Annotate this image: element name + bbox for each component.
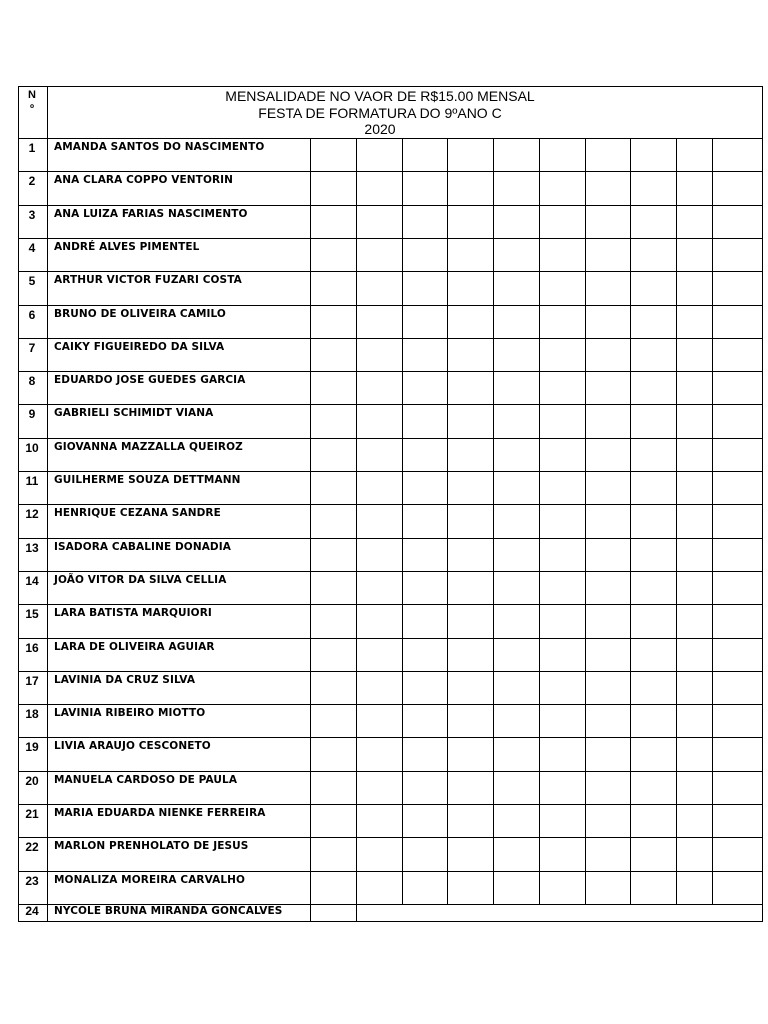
- student-name: LAVINIA RIBEIRO MIOTTO: [54, 707, 206, 719]
- student-number: 7: [28, 341, 36, 355]
- student-name: JOÃO VITOR DA SILVA CELLIA: [54, 574, 227, 586]
- month-column-divider: [356, 904, 357, 921]
- title-line-1: MENSALIDADE NO VAOR DE R$15.00 MENSAL: [225, 88, 535, 104]
- student-number: 16: [25, 641, 39, 655]
- student-name: MARLON PRENHOLATO DE JESUS: [54, 840, 249, 852]
- month-column-divider: [356, 138, 357, 904]
- row-divider: [18, 471, 763, 472]
- row-divider: [18, 538, 763, 539]
- student-name: MANUELA CARDOSO DE PAULA: [54, 774, 238, 786]
- student-number: 1: [28, 141, 36, 155]
- row-divider: [18, 438, 763, 439]
- student-name: LAVINIA DA CRUZ SILVA: [54, 674, 196, 686]
- title-line-2: FESTA DE FORMATURA DO 9ºANO C: [258, 105, 502, 121]
- student-number: 6: [28, 308, 36, 322]
- month-column-divider: [539, 138, 540, 904]
- student-name: MONALIZA MOREIRA CARVALHO: [54, 874, 246, 886]
- student-number: 14: [25, 574, 39, 588]
- month-column-divider: [493, 138, 494, 904]
- month-column-divider: [630, 138, 631, 904]
- student-number: 10: [25, 441, 39, 455]
- student-number: 3: [28, 208, 36, 222]
- month-column-divider: [402, 138, 403, 904]
- student-name: ARTHUR VICTOR FUZARI COSTA: [54, 274, 242, 286]
- student-name: ANA CLARA COPPO VENTORIN: [54, 174, 234, 186]
- row-divider: [18, 238, 763, 239]
- row-divider: [18, 305, 763, 306]
- student-number: 22: [25, 840, 39, 854]
- student-name: LARA BATISTA MARQUIORI: [54, 607, 212, 619]
- row-divider: [18, 871, 763, 872]
- student-name: BRUNO DE OLIVEIRA CAMILO: [54, 308, 226, 320]
- student-number: 5: [28, 274, 36, 288]
- student-name: LIVIA ARAUJO CESCONETO: [54, 740, 211, 752]
- student-name: GABRIELI SCHIMIDT VIANA: [54, 407, 214, 419]
- title-line-3: 2020: [364, 121, 396, 137]
- row-divider: [18, 371, 763, 372]
- student-name: AMANDA SANTOS DO NASCIMENTO: [54, 141, 265, 153]
- student-name: LARA DE OLIVEIRA AGUIAR: [54, 641, 215, 653]
- row-divider: [18, 638, 763, 639]
- student-name: HENRIQUE CEZANA SANDRE: [54, 507, 221, 519]
- row-divider: [18, 171, 763, 172]
- student-name: ANDRÉ ALVES PIMENTEL: [54, 241, 200, 253]
- number-column-header: [18, 88, 46, 116]
- month-column-divider: [310, 138, 311, 904]
- row-divider: [18, 704, 763, 705]
- student-name: ISADORA CABALINE DONADIA: [54, 541, 231, 553]
- student-number: 23: [25, 874, 39, 888]
- month-column-divider: [310, 904, 311, 921]
- student-number: 9: [28, 407, 36, 421]
- student-number: 18: [25, 707, 39, 721]
- student-number: 11: [25, 474, 39, 488]
- student-name: CAIKY FIGUEIREDO DA SILVA: [54, 341, 225, 353]
- row-divider: [18, 604, 763, 605]
- row-divider: [18, 571, 763, 572]
- row-divider: [18, 205, 763, 206]
- student-name: EDUARDO JOSE GUEDES GARCIA: [54, 374, 246, 386]
- student-number: 12: [25, 507, 39, 521]
- student-name: ANA LUIZA FARIAS NASCIMENTO: [54, 208, 248, 220]
- table-border-bottom: [18, 921, 763, 922]
- student-name: MARIA EDUARDA NIENKE FERREIRA: [54, 807, 266, 819]
- student-name: GIOVANNA MAZZALLA QUEIROZ: [54, 441, 243, 453]
- row-divider: [18, 671, 763, 672]
- student-number: 20: [25, 774, 39, 788]
- number-label: N: [28, 89, 36, 101]
- row-divider: [18, 771, 763, 772]
- student-number: 2: [28, 174, 36, 188]
- student-number: 15: [25, 607, 39, 621]
- student-number: 17: [25, 674, 39, 688]
- month-column-divider: [676, 138, 677, 904]
- student-number: 19: [25, 740, 39, 754]
- row-divider: [18, 404, 763, 405]
- student-name: NYCOLE BRUNA MIRANDA GONCALVES: [54, 905, 283, 917]
- student-number: 13: [25, 541, 39, 555]
- month-column-divider: [447, 138, 448, 904]
- month-column-divider: [712, 138, 713, 904]
- header-divider: [18, 138, 763, 139]
- student-number: 8: [28, 374, 36, 388]
- number-ordinal: º: [29, 103, 35, 115]
- student-number: 21: [25, 807, 39, 821]
- student-name: GUILHERME SOUZA DETTMANN: [54, 474, 241, 486]
- student-number: 4: [28, 241, 36, 255]
- month-column-divider: [585, 138, 586, 904]
- row-divider: [18, 837, 763, 838]
- row-divider: [18, 271, 763, 272]
- row-divider: [18, 338, 763, 339]
- row-divider: [18, 737, 763, 738]
- student-number: 24: [25, 904, 39, 918]
- row-divider: [18, 504, 763, 505]
- row-divider: [18, 804, 763, 805]
